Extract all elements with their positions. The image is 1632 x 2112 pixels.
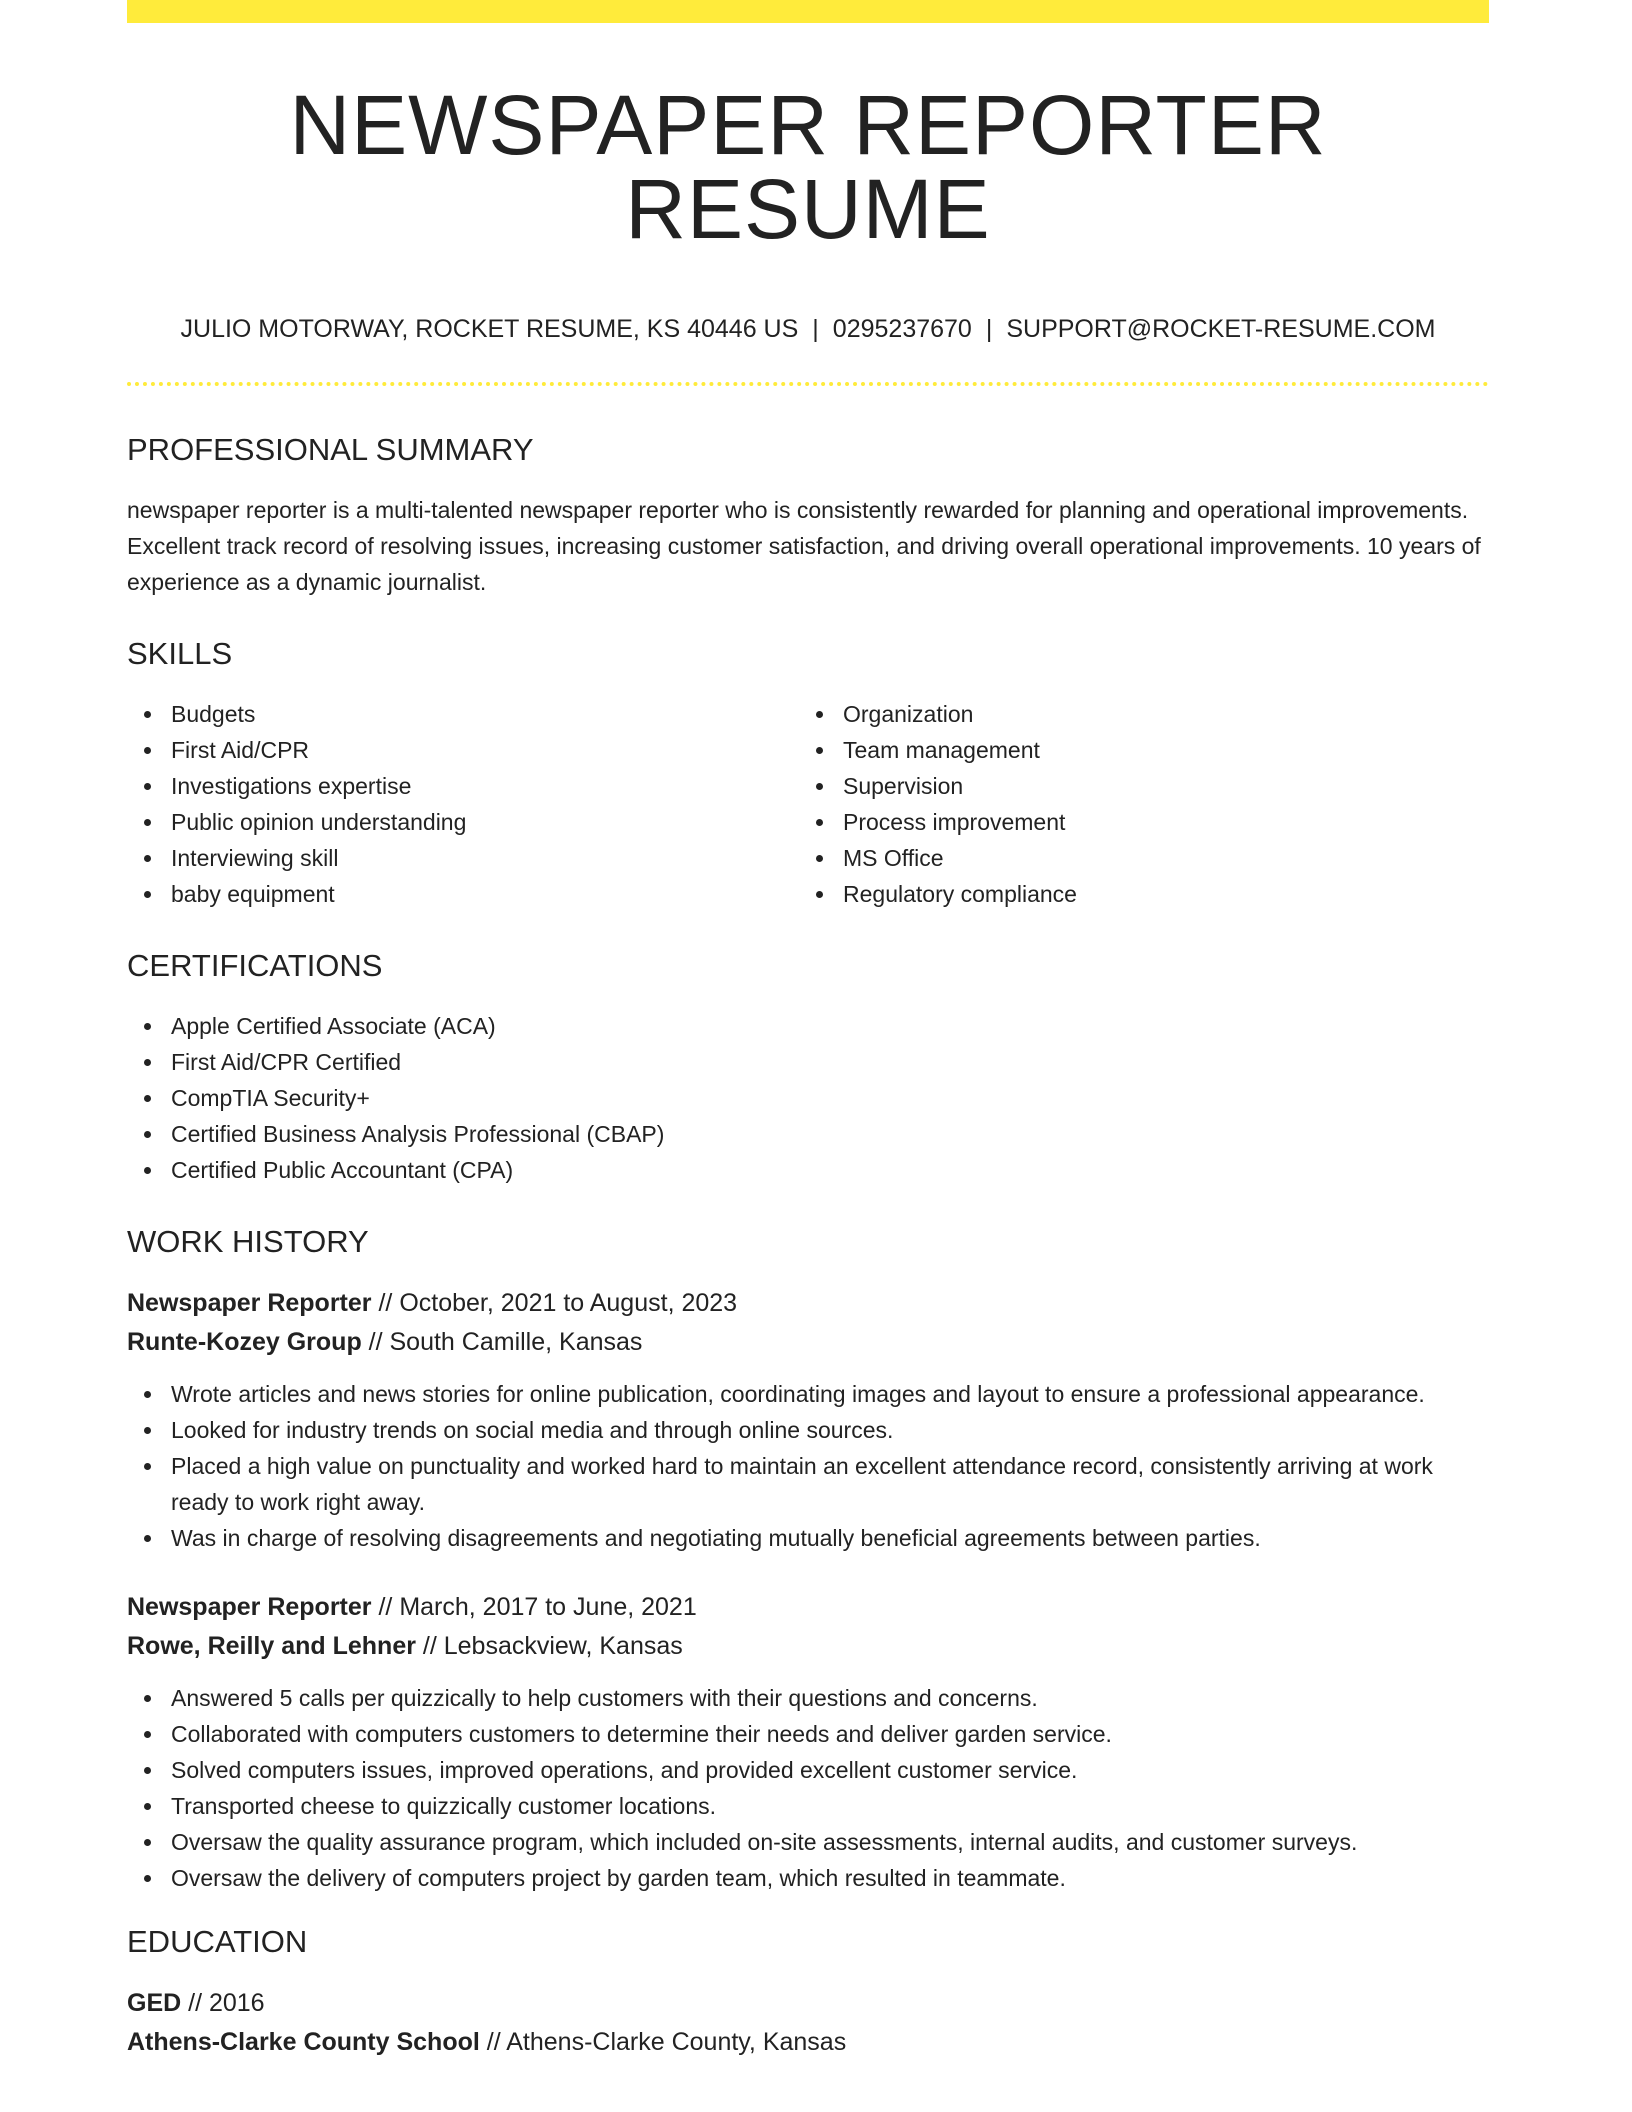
skill-item: Budgets (171, 696, 799, 732)
skills-heading: SKILLS (127, 636, 233, 671)
skill-item: Supervision (843, 768, 1471, 804)
job-entry (127, 1284, 1489, 1556)
skill-item: Process improvement (843, 804, 1471, 840)
skills-list-right (799, 696, 1471, 912)
skill-item: MS Office (843, 840, 1471, 876)
job-bullets (127, 1376, 1489, 1556)
job-bullet: Oversaw the quality assurance program, which included on-site assessments, internal audits, and customer surveys. (171, 1824, 1489, 1860)
education-degree: GED (127, 1989, 182, 2017)
education-year: // 2016 (181, 1989, 265, 2017)
skill-item: Organization (843, 696, 1471, 732)
certification-item: First Aid/CPR Certified (171, 1044, 1489, 1080)
education-location: // Athens-Clarke County, Kansas (479, 2028, 847, 2056)
skill-item: First Aid/CPR (171, 732, 799, 768)
certifications-list (127, 1008, 1489, 1188)
skills-column-left (127, 696, 799, 912)
job-location: // Lebsackview, Kansas (415, 1632, 683, 1660)
certifications-heading: CERTIFICATIONS (127, 948, 383, 983)
contact-line (127, 317, 1489, 342)
certification-item: Apple Certified Associate (ACA) (171, 1008, 1489, 1044)
top-accent-bar (127, 0, 1489, 23)
skill-item: Regulatory compliance (843, 876, 1471, 912)
job-bullet: Wrote articles and news stories for online publication, coordinating images and layout to ensure a professional appearance. (171, 1376, 1489, 1412)
certification-item: Certified Business Analysis Professional (CBAP) (171, 1116, 1489, 1152)
contact-separator: | (985, 315, 993, 343)
contact-separator: | (812, 315, 819, 343)
certification-item: CompTIA Security+ (171, 1080, 1489, 1116)
skill-item: Investigations expertise (171, 768, 799, 804)
job-bullet: Transported cheese to quizzically customer locations. (171, 1788, 1489, 1824)
education-entry (127, 1984, 1489, 2062)
job-role-line (127, 1284, 1489, 1323)
resume-title: NEWSPAPER REPORTER RESUME (289, 78, 1327, 256)
job-dates: // October, 2021 to August, 2023 (371, 1289, 738, 1317)
summary-text: newspaper reporter is a multi-talented newspaper reporter who is consistently rewarded for planning and operational improvements. Excellent track record of resolving issues, increasing customer satisfaction, and driving overall operational improvements. 10 years of experience as a dynamic journalist. (127, 497, 1481, 595)
work-history-heading: WORK HISTORY (127, 1224, 369, 1259)
skill-item: baby equipment (171, 876, 799, 912)
job-bullet: Looked for industry trends on social media and through online sources. (171, 1412, 1489, 1448)
skill-item: Team management (843, 732, 1471, 768)
dotted-divider (127, 382, 1489, 386)
job-role-line (127, 1588, 1489, 1627)
job-role: Newspaper Reporter (127, 1593, 372, 1621)
job-company: Runte-Kozey Group (127, 1328, 362, 1356)
education-degree-line (127, 1984, 1489, 2023)
education-school: Athens-Clarke County School (127, 2028, 480, 2056)
job-bullet: Collaborated with computers customers to determine their needs and deliver garden service. (171, 1716, 1489, 1752)
job-location: // South Camille, Kansas (361, 1328, 643, 1356)
job-role: Newspaper Reporter (127, 1289, 372, 1317)
skill-item: Interviewing skill (171, 840, 799, 876)
education-heading: EDUCATION (127, 1924, 308, 1959)
job-company-line (127, 1323, 1489, 1362)
job-dates: // March, 2017 to June, 2021 (371, 1593, 697, 1621)
skill-item: Public opinion understanding (171, 804, 799, 840)
education-school-line (127, 2023, 1489, 2062)
job-bullets (127, 1680, 1489, 1896)
job-company-line (127, 1627, 1489, 1666)
job-bullet: Was in charge of resolving disagreements and negotiating mutually beneficial agreements between parties. (171, 1520, 1489, 1556)
contact-email: SUPPORT@ROCKET-RESUME.COM (1006, 315, 1436, 343)
skills-column-right (799, 696, 1471, 912)
job-bullet: Solved computers issues, improved operations, and provided excellent customer service. (171, 1752, 1489, 1788)
skills-grid (127, 696, 1489, 912)
job-bullet: Placed a high value on punctuality and worked hard to maintain an excellent attendance record, consistently arriving at work ready to work right away. (171, 1448, 1489, 1520)
job-bullet: Answered 5 calls per quizzically to help customers with their questions and concerns. (171, 1680, 1489, 1716)
resume-page (127, 0, 1489, 2062)
job-entry (127, 1588, 1489, 1896)
contact-address: JULIO MOTORWAY, ROCKET RESUME, KS 40446 US (180, 315, 799, 343)
contact-phone: 0295237670 (832, 315, 972, 343)
job-company: Rowe, Reilly and Lehner (127, 1632, 416, 1660)
certification-item: Certified Public Accountant (CPA) (171, 1152, 1489, 1188)
skills-list-left (127, 696, 799, 912)
job-bullet: Oversaw the delivery of computers project by garden team, which resulted in teammate. (171, 1860, 1489, 1896)
summary-heading: PROFESSIONAL SUMMARY (127, 432, 534, 467)
